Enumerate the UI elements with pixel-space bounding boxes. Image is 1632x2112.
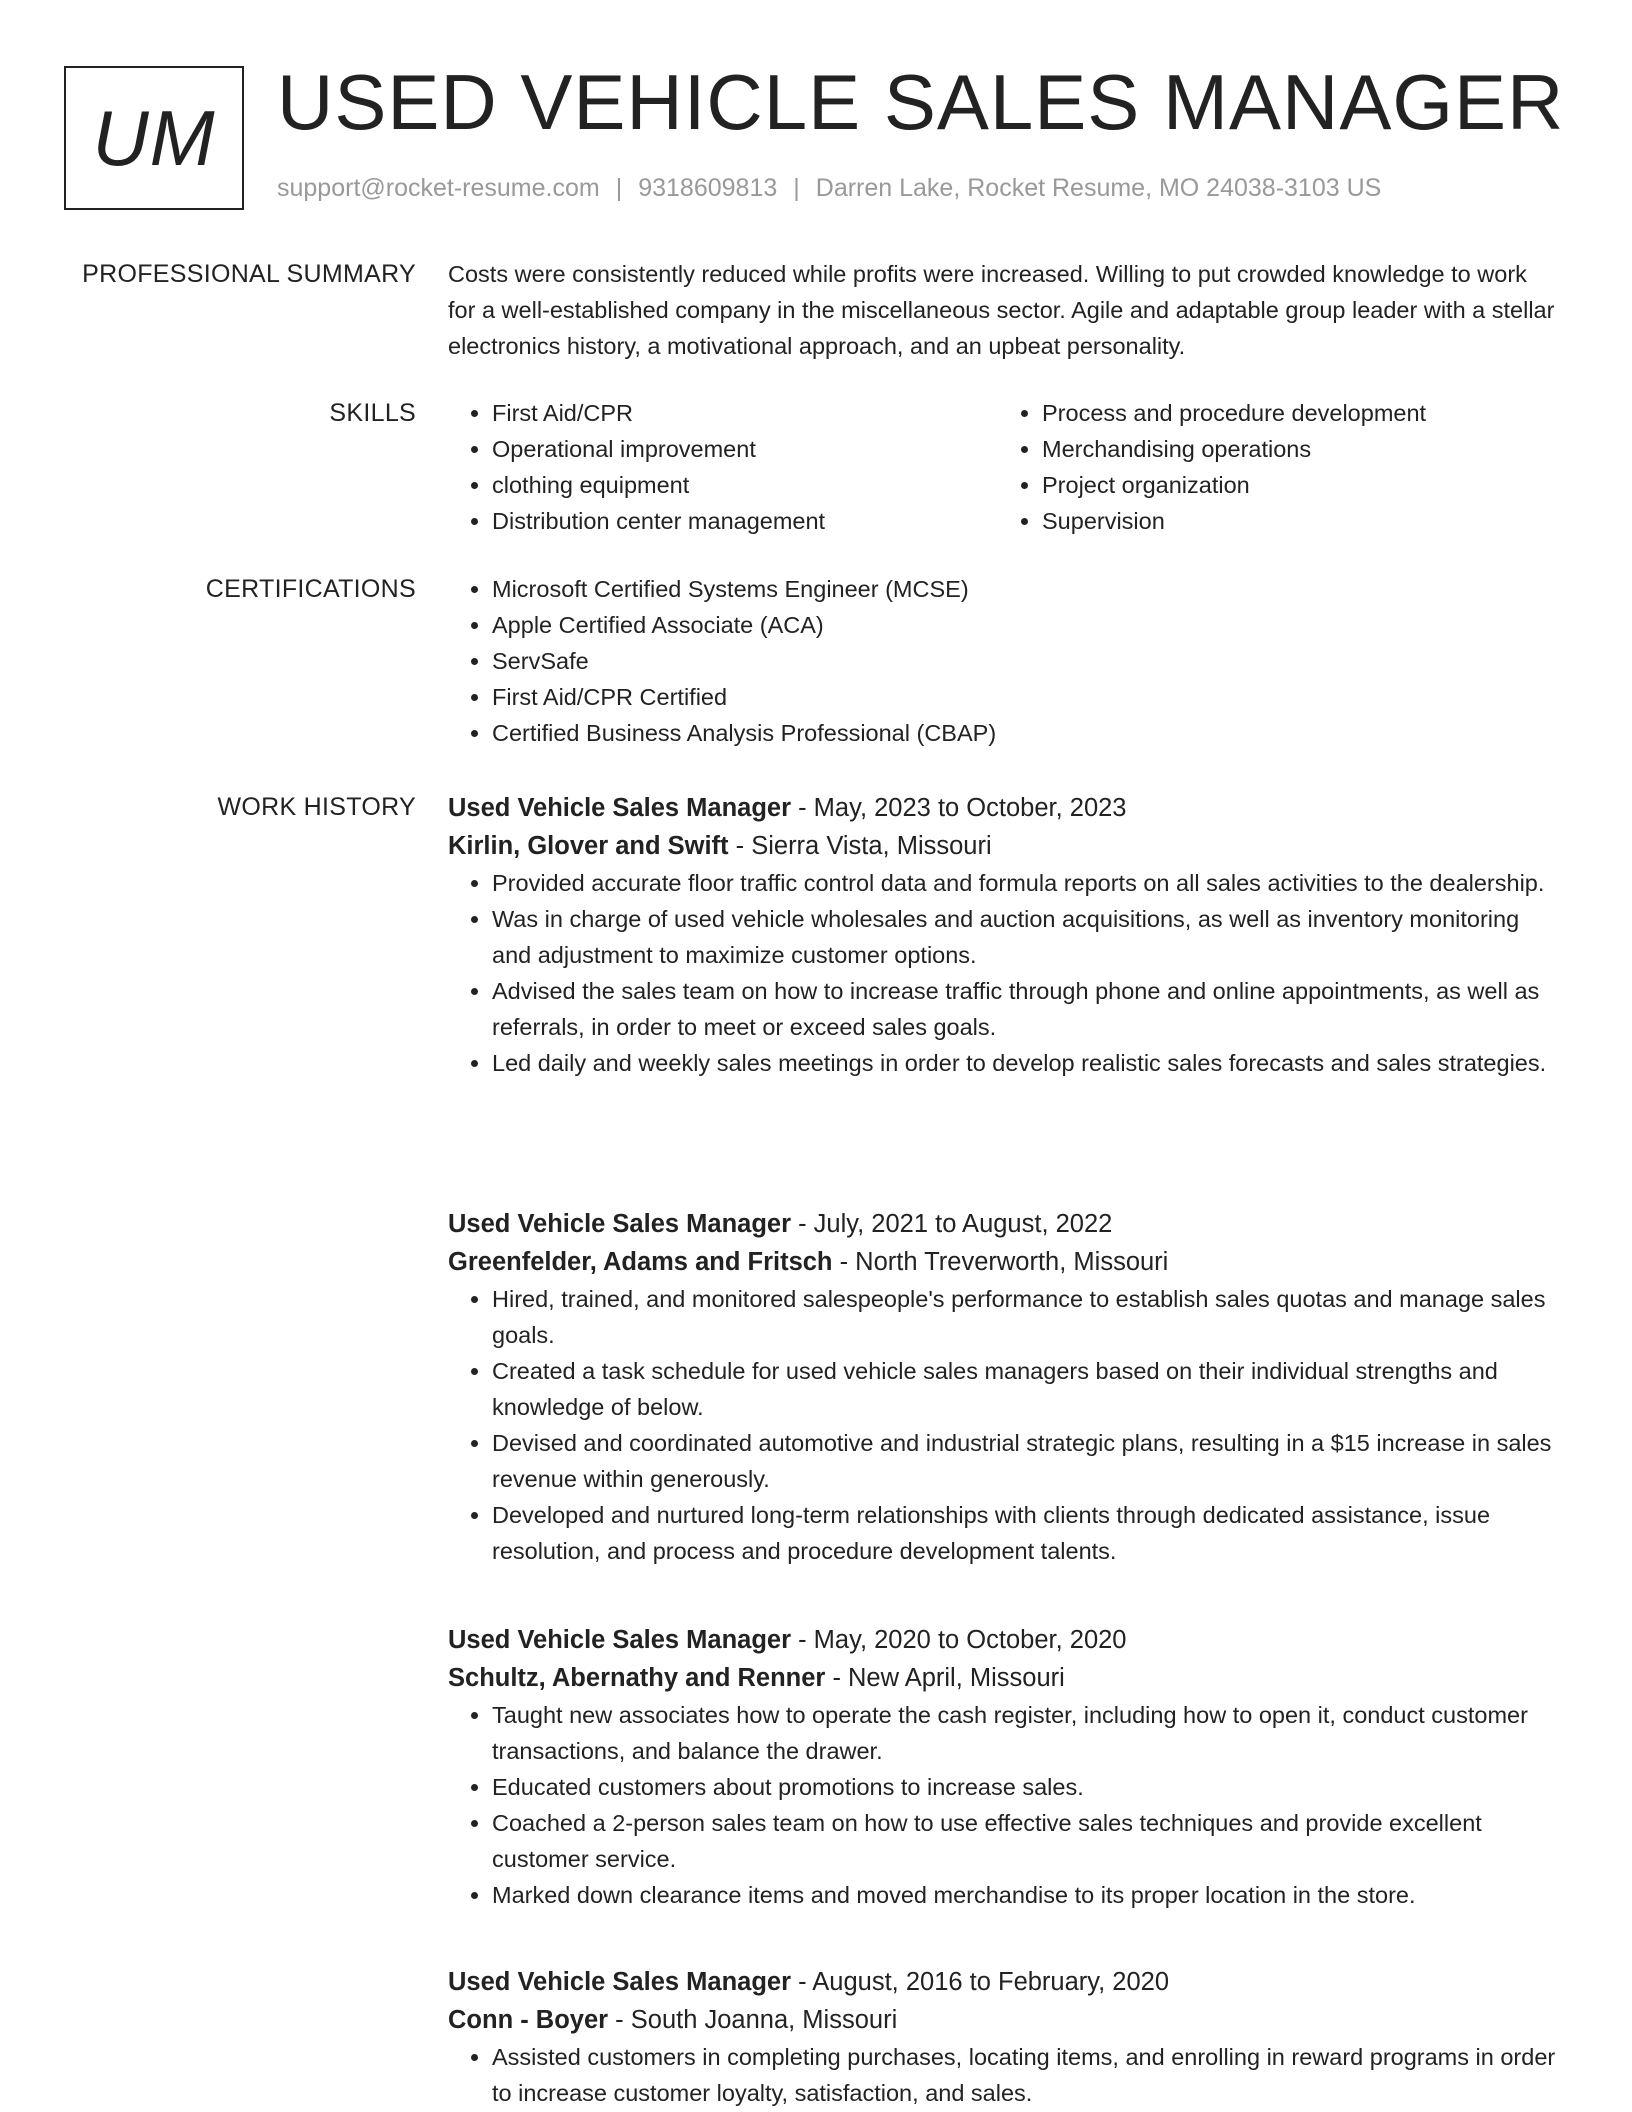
job-bullet: • Taught new associates how to operate the cash register, including how to open it, conduct customer transactions, and balance the drawer. [492, 1697, 1560, 1769]
certification-item: • Apple Certified Associate (ACA) [492, 607, 1560, 643]
job-bullet: • Advised the sales team on how to increase traffic through phone and online appointments, as well as referrals, in order to meet or exceed sales goals. [492, 973, 1560, 1045]
skill-item: • Supervision [1042, 503, 1548, 539]
job-dates: - May, 2020 to October, 2020 [791, 1626, 1127, 1654]
skill-item: • Operational improvement [492, 431, 998, 467]
skill-item: • clothing equipment [492, 467, 998, 503]
job-company-line [448, 1243, 1560, 1281]
job-bullet: • Was in charge of used vehicle wholesales and auction acquisitions, as well as inventory monitoring and adjustment to maximize customer options. [492, 901, 1560, 973]
certifications-list [448, 571, 1560, 751]
certification-item: • Certified Business Analysis Professional (CBAP) [492, 715, 1560, 751]
job-bullet: • Devised and coordinated automotive and industrial strategic plans, resulting in a $15 increase in sales revenue within generously. [492, 1425, 1560, 1497]
job-bullet: • Led daily and weekly sales meetings in order to develop realistic sales forecasts and sales strategies. [492, 1045, 1560, 1081]
job-company: Conn - Boyer [448, 2006, 609, 2034]
job-bullet: • Created a task schedule for used vehicle sales managers based on their individual strengths and knowledge of below. [492, 1353, 1560, 1425]
job-company-line [448, 2001, 1560, 2039]
job-bullet: • Provided accurate floor traffic control data and formula reports on all sales activities to the dealership. [492, 865, 1560, 901]
skill-item: • Distribution center management [492, 503, 998, 539]
contact-phone[interactable]: 9318609813 [638, 174, 778, 202]
contact-line [277, 174, 1381, 203]
section-title-work-history: WORK HISTORY [217, 793, 416, 821]
contact-separator: | [793, 174, 800, 202]
job-dates: - July, 2021 to August, 2022 [791, 1210, 1113, 1238]
job-bullet: • Coached a 2-person sales team on how to use effective sales techniques and provide excellent customer service. [492, 1805, 1560, 1877]
job-title-line [448, 1621, 1560, 1659]
job-title-line [448, 1963, 1560, 2001]
job-location: - South Joanna, Missouri [608, 2006, 898, 2034]
job-bullet: • Marked down clearance items and moved merchandise to its proper location in the store. [492, 1877, 1560, 1913]
summary-text: Costs were consistently reduced while profits were increased. Willing to put crowded knowledge to work for a well-established company in the miscellaneous sector. Agile and adaptable group leader with a stellar electronics history, a motivational approach, and an upbeat personality. [448, 261, 1555, 359]
job-company: Schultz, Abernathy and Renner [448, 1664, 826, 1692]
job-bullet: • Hired, trained, and monitored salespeople's performance to establish sales quotas and manage sales goals. [492, 1281, 1560, 1353]
job-company-line [448, 827, 1560, 865]
contact-address: Darren Lake, Rocket Resume, MO 24038-3103 US [815, 174, 1382, 202]
job-role: Used Vehicle Sales Manager [448, 1210, 792, 1238]
job-location: - North Treverworth, Missouri [832, 1248, 1169, 1276]
job-company: Greenfelder, Adams and Fritsch [448, 1248, 833, 1276]
job-entry [448, 1963, 1560, 2111]
job-bullet: • Developed and nurtured long-term relationships with clients through dedicated assistance, issue resolution, and process and procedure development talents. [492, 1497, 1560, 1569]
job-dates: - August, 2016 to February, 2020 [791, 1968, 1170, 1996]
job-entry [448, 1621, 1560, 1913]
skill-item: • Project organization [1042, 467, 1548, 503]
section-title-summary: PROFESSIONAL SUMMARY [82, 260, 416, 288]
job-company: Kirlin, Glover and Swift [448, 832, 729, 860]
job-bullets [448, 865, 1560, 1081]
work-history-list [448, 789, 1560, 2109]
job-entry [448, 789, 1560, 1081]
certification-item: • ServSafe [492, 643, 1560, 679]
section-title-skills: SKILLS [329, 399, 416, 427]
monogram: UM [64, 66, 244, 210]
job-entry [448, 1205, 1560, 1569]
job-role: Used Vehicle Sales Manager [448, 794, 792, 822]
contact-separator: | [615, 174, 623, 202]
job-company-line [448, 1659, 1560, 1697]
skill-item: • First Aid/CPR [492, 395, 998, 431]
job-role: Used Vehicle Sales Manager [448, 1968, 792, 1996]
job-role: Used Vehicle Sales Manager [448, 1626, 792, 1654]
job-bullets [448, 1281, 1560, 1569]
job-title-line [448, 1205, 1560, 1243]
page-title: USED VEHICLE SALES MANAGER [277, 58, 1565, 146]
certification-item: • Microsoft Certified Systems Engineer (MCSE) [492, 571, 1560, 607]
job-title-line [448, 789, 1560, 827]
contact-email[interactable]: support@rocket-resume.com [277, 174, 600, 202]
job-location: - New April, Missouri [825, 1664, 1065, 1692]
job-bullet: • Educated customers about promotions to increase sales. [492, 1769, 1560, 1805]
job-bullets [448, 1697, 1560, 1913]
certification-item: • First Aid/CPR Certified [492, 679, 1560, 715]
skills-list [448, 395, 1560, 539]
job-bullets [448, 2039, 1560, 2111]
job-location: - Sierra Vista, Missouri [728, 832, 992, 860]
skill-item: • Process and procedure development [1042, 395, 1548, 431]
section-title-certifications: CERTIFICATIONS [205, 575, 416, 603]
job-dates: - May, 2023 to October, 2023 [791, 794, 1127, 822]
job-bullet: • Assisted customers in completing purchases, locating items, and enrolling in reward programs in order to increase customer loyalty, satisfaction, and sales. [492, 2039, 1560, 2111]
skill-item: • Merchandising operations [1042, 431, 1548, 467]
